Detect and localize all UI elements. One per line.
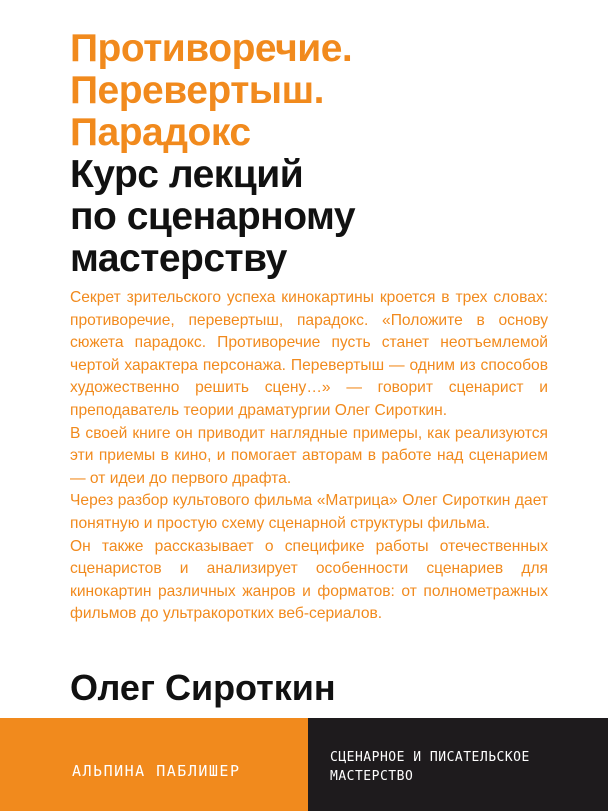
title-line: Противоречие.: [70, 27, 353, 70]
subtitle: [70, 154, 355, 280]
subtitle-line: по сценарному: [70, 195, 356, 238]
blurb-paragraph: Секрет зрительского успеха кинокартины кроется в трех словах: противоречие, перевертыш, парадокс. «Положите в основу сюжета парадокс. Противоречие пусть станет неотъемлемой чертой характера персонажа. Перевертыш — одним из способов художественно решить сцену…» — говорит сценарист и преподаватель теории драматургии Олег Сироткин.: [70, 289, 548, 419]
publisher-logo: АЛЬПИНА ПАБЛИШЕР: [72, 762, 241, 780]
blurb-paragraph: Через разбор культового фильма «Матрица» Олег Сироткин дает понятную и простую схему сценарной структуры фильма.: [70, 492, 548, 532]
title-orange: [70, 28, 352, 154]
series-line: СЦЕНАРНОЕ И ПИСАТЕЛЬСКОЕ: [330, 750, 530, 765]
subtitle-line: мастерству: [70, 237, 287, 280]
title-line: Парадокс: [70, 111, 251, 154]
blurb: [70, 287, 548, 626]
blurb-paragraph: Он также рассказывает о специфике работы отечественных сценаристов и анализирует особенности сценариев для кинокартин различных жанров и форматов: от полнометражных фильмов до ультракоротких веб-сериалов.: [70, 537, 548, 623]
subtitle-line: Курс лекций: [70, 153, 304, 196]
title-line: Перевертыш.: [70, 69, 324, 112]
series-line: МАСТЕРСТВО: [330, 769, 414, 784]
author-name: Олег Сироткин: [70, 667, 336, 708]
blurb-paragraph: В своей книге он приводит наглядные примеры, как реализуются эти приемы в кино, и помогает авторам в работе над сценарием — от идеи до первого драфта.: [70, 424, 548, 487]
series-label: [330, 748, 530, 786]
